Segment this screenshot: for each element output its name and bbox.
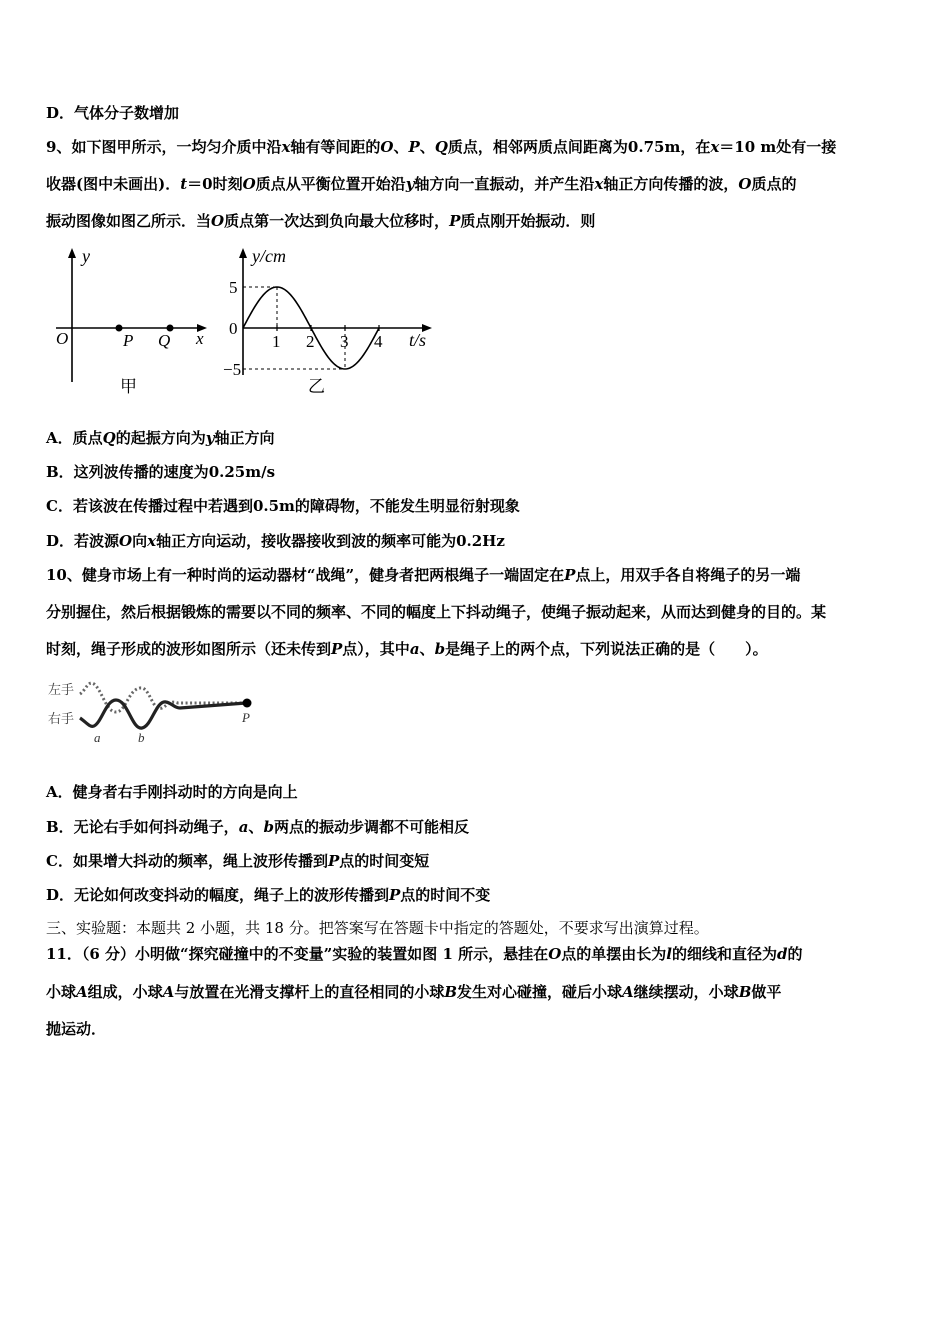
q10-option-c: C．如果增大抖动的频率，绳上波形传播到P点的时间变短 [46,852,430,870]
q9-figures [40,240,460,400]
yi-x-tick-label: 3 [340,332,349,351]
q8-option-d: D．气体分子数增加 [46,104,180,122]
q10-option-a: A．健身者右手刚抖动时的方向是向上 [46,783,298,801]
jia-p-label: P [123,331,134,350]
right-hand-label: 右手 [48,711,75,726]
q11-stem-line1: 11．（6 分）小明做“探究碰撞中的不变量”实验的装置如图 1 所示，悬挂在O点的单摆由长为l的细线和直径为d的 [46,945,803,963]
fixed-point-p [243,699,252,708]
q10-option-d: D．无论如何改变抖动的幅度，绳子上的波形传播到P点的时间不变 [46,886,491,904]
figure-jia [56,246,207,396]
q10-stem-line3: 时刻，绳子形成的波形如图所示（还未传到P点），其中a、b是绳子上的两个点，下列说法正确的是（ ）。 [46,640,768,658]
point-b-label: b [138,730,145,745]
jia-x-label: x [196,329,204,348]
point-p-label: P [242,710,250,725]
jia-y-label: y [82,246,90,266]
section-3-title: 三、实验题：本题共 2 小题，共 18 分。把答案写在答题卡中指定的答题处，不要求写出演算过程。 [46,919,709,937]
yi-caption: 乙 [308,377,325,396]
point-p [116,325,123,332]
figure-yi [223,246,432,396]
yi-t-label: t/s [409,330,427,350]
q10-rope-figure [46,672,266,750]
q9-option-c: C．若该波在传播过程中若遇到0.5m的障碍物，不能发生明显衍射现象 [46,497,520,515]
point-a-label: a [94,730,101,745]
q10-stem-line2: 分别握住，然后根据锻炼的需要以不同的频率、不同的幅度上下抖动绳子，使绳子振动起来，从而达到健身的目的。某 [46,603,827,621]
q10-stem-line1: 10、健身市场上有一种时尚的运动器材“战绳”，健身者把两根绳子一端固定在P点上，用双手各自将绳子的另一端 [46,566,801,584]
yi-y-tick-label: 0 [229,319,238,338]
jia-q-label: Q [158,331,171,350]
q11-stem-line2: 小球A组成，小球A与放置在光滑支撑杆上的直径相同的小球B发生对心碰撞，碰后小球A继续摆动，小球B做平 [46,983,782,1001]
yi-y-label: y/cm [252,246,286,266]
yi-x-tick-label: 1 [272,332,281,351]
yi-x-tick-label: 2 [306,332,315,351]
left-hand-label: 左手 [48,682,75,697]
q9-stem-line3: 振动图像如图乙所示．当O质点第一次达到负向最大位移时，P质点刚开始振动．则 [46,212,596,230]
jia-origin-label: O [56,329,69,348]
q9-stem-line2: 收器(图中未画出)．t＝0时刻O质点从平衡位置开始沿y轴方向一直振动，并产生沿x轴正方向传播的波，O质点的 [46,175,797,193]
jia-y-arrow [68,248,76,258]
yi-y-arrow [239,248,247,258]
q10-option-b: B．无论右手如何抖动绳子，a、b两点的振动步调都不可能相反 [46,818,469,836]
yi-y-tick-label: 5 [229,278,238,297]
q9-option-a: A．质点Q的起振方向为y轴正方向 [46,429,275,447]
q9-option-d: D．若波源O向x轴正方向运动，接收器接收到波的频率可能为0.2Hz [46,532,505,550]
jia-caption: 甲 [120,377,137,396]
q9-stem-line1: 9、如下图甲所示，一均匀介质中沿x轴有等间距的O、P、Q质点，相邻两质点间距离为0.75m，在x＝10 m处有一接 [46,138,837,156]
yi-x-tick-label: 4 [374,332,383,351]
q9-option-b: B．这列波传播的速度为0.25m/s [46,463,276,481]
yi-y-tick-label: −5 [223,360,242,379]
q11-stem-line3: 抛运动． [46,1020,107,1038]
